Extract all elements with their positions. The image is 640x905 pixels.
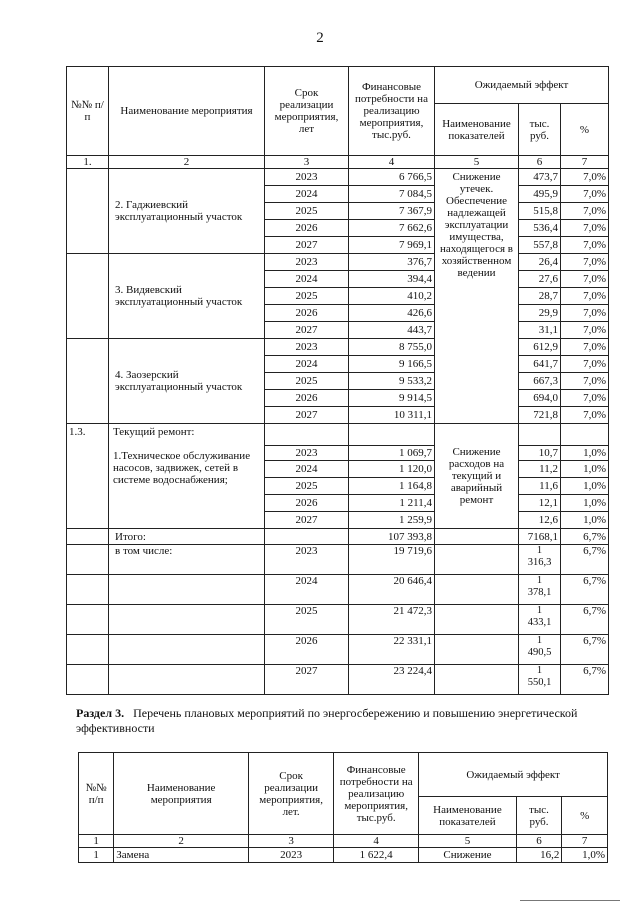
t2-col-number: 6 <box>516 835 562 848</box>
pct-cell: 7,0% <box>561 237 609 254</box>
incl-num-empty <box>67 605 109 635</box>
finance-cell: 23 224,4 <box>349 665 435 695</box>
t2-header-effect: Ожидаемый эффект <box>419 753 608 797</box>
section-3-label: Раздел 3. <box>76 706 125 720</box>
pct-cell: 6,7% <box>561 635 609 665</box>
col-number: 1. <box>67 156 109 169</box>
total-year-empty <box>265 529 349 545</box>
rub-cell: 495,9 <box>519 186 561 203</box>
pct-cell: 1,0% <box>561 512 609 529</box>
finance-cell: 7 969,1 <box>349 237 435 254</box>
t2-col-number: 5 <box>419 835 517 848</box>
year-cell: 2024 <box>265 575 349 605</box>
finance-cell: 10 311,1 <box>349 407 435 424</box>
year-cell: 2026 <box>265 495 349 512</box>
rub-cell: 29,9 <box>519 305 561 322</box>
pct-cell: 1,0% <box>561 478 609 495</box>
year-cell: 2026 <box>265 390 349 407</box>
incl-num-empty <box>67 665 109 695</box>
finance-cell: 426,6 <box>349 305 435 322</box>
effect-repair-cost-reduction: Снижение расходов на текущий и аварийный ремонт <box>435 424 519 529</box>
incl-name-empty <box>109 605 265 635</box>
t2-header-percent: % <box>562 797 608 835</box>
footer-divider <box>520 900 620 901</box>
incl-name-empty <box>109 665 265 695</box>
year-cell: 2025 <box>265 605 349 635</box>
repair-title: Текущий ремонт: <box>113 426 195 438</box>
including-label: в том числе: <box>109 545 265 575</box>
t2-row-year: 2023 <box>249 848 334 863</box>
t2-col-number: 7 <box>562 835 608 848</box>
indicator-empty <box>435 545 519 575</box>
finance-cell: 9 533,2 <box>349 373 435 390</box>
t2-row-name: Замена <box>114 848 249 863</box>
col-number: 4 <box>349 156 435 169</box>
header-finance: Финансовые потребности на реализацию мероприятия, тыс.руб. <box>349 67 435 156</box>
finance-cell: 1 259,9 <box>349 512 435 529</box>
pct-cell: 7,0% <box>561 203 609 220</box>
year-cell: 2024 <box>265 356 349 373</box>
rub-cell: 11,2 <box>519 461 561 478</box>
rub-cell: 12,1 <box>519 495 561 512</box>
page-number: 2 <box>316 30 324 46</box>
col-number: 2 <box>109 156 265 169</box>
total-label: Итого: <box>109 529 265 545</box>
year-cell: 2027 <box>265 322 349 339</box>
header-name: Наименование мероприятия <box>109 67 265 156</box>
finance-cell: 22 331,1 <box>349 635 435 665</box>
plan-table-main <box>66 66 609 695</box>
finance-cell: 7 367,9 <box>349 203 435 220</box>
finance-cell: 1 120,0 <box>349 461 435 478</box>
total-num-empty <box>67 529 109 545</box>
year-cell: 2025 <box>265 203 349 220</box>
year-cell: 2023 <box>265 446 349 461</box>
rub-cell: 667,3 <box>519 373 561 390</box>
col-number: 5 <box>435 156 519 169</box>
pct-cell: 6,7% <box>561 605 609 635</box>
finance-cell: 20 646,4 <box>349 575 435 605</box>
year-cell: 2026 <box>265 305 349 322</box>
total-rub: 7168,1 <box>519 529 561 545</box>
t2-header-num: №№ п/п <box>79 753 114 835</box>
year-cell: 2023 <box>265 169 349 186</box>
finance-cell: 394,4 <box>349 271 435 288</box>
rub-cell: 515,8 <box>519 203 561 220</box>
rub-cell: 31,1 <box>519 322 561 339</box>
year-cell: 2027 <box>265 512 349 529</box>
rub-cell: 641,7 <box>519 356 561 373</box>
t2-row-rub: 16,2 <box>516 848 562 863</box>
finance-cell: 9 914,5 <box>349 390 435 407</box>
finance-cell-empty <box>349 424 435 446</box>
finance-cell: 1 211,4 <box>349 495 435 512</box>
row-num-empty <box>67 339 109 424</box>
finance-cell: 1 069,7 <box>349 446 435 461</box>
t2-row-pct: 1,0% <box>562 848 608 863</box>
incl-num-empty <box>67 635 109 665</box>
repair-description <box>109 424 265 529</box>
rub-cell: 721,8 <box>519 407 561 424</box>
year-cell: 2025 <box>265 478 349 495</box>
header-thousand-rub: тыс. руб. <box>519 104 561 156</box>
incl-num-empty <box>67 575 109 605</box>
energy-saving-table <box>78 752 608 863</box>
rub-cell: 1 490,5 <box>519 635 561 665</box>
pct-cell: 7,0% <box>561 390 609 407</box>
year-cell: 2023 <box>265 254 349 271</box>
t2-col-number: 4 <box>334 835 419 848</box>
finance-cell: 8 755,0 <box>349 339 435 356</box>
rub-cell: 10,7 <box>519 446 561 461</box>
incl-name-empty <box>109 635 265 665</box>
pct-cell: 1,0% <box>561 446 609 461</box>
finance-cell: 21 472,3 <box>349 605 435 635</box>
year-cell: 2023 <box>265 545 349 575</box>
finance-cell: 7 662,6 <box>349 220 435 237</box>
row-num-empty <box>67 169 109 254</box>
finance-cell: 443,7 <box>349 322 435 339</box>
pct-cell: 7,0% <box>561 220 609 237</box>
col-number: 6 <box>519 156 561 169</box>
t2-header-name: Наименование мероприятия <box>114 753 249 835</box>
year-cell: 2026 <box>265 220 349 237</box>
pct-cell: 7,0% <box>561 356 609 373</box>
total-indicator-empty <box>435 529 519 545</box>
row-num-empty <box>67 254 109 339</box>
pct-cell: 7,0% <box>561 322 609 339</box>
pct-cell: 7,0% <box>561 305 609 322</box>
rub-cell-empty <box>519 424 561 446</box>
finance-cell: 19 719,6 <box>349 545 435 575</box>
year-cell: 2027 <box>265 407 349 424</box>
t2-header-thousand-rub: тыс. руб. <box>516 797 562 835</box>
indicator-empty <box>435 665 519 695</box>
pct-cell: 7,0% <box>561 186 609 203</box>
t2-header-term: Срок реализации мероприятия, лет. <box>249 753 334 835</box>
group-name-vidyaevsky: 3. Видяевский эксплуатационный участок <box>109 254 265 339</box>
t2-col-number: 2 <box>114 835 249 848</box>
rub-cell: 1 433,1 <box>519 605 561 635</box>
pct-cell: 6,7% <box>561 575 609 605</box>
t2-header-indicator: Наименование показателей <box>419 797 517 835</box>
year-cell-empty <box>265 424 349 446</box>
year-cell: 2027 <box>265 665 349 695</box>
year-cell: 2026 <box>265 635 349 665</box>
col-number: 3 <box>265 156 349 169</box>
section-3-heading <box>76 706 616 736</box>
pct-cell: 7,0% <box>561 339 609 356</box>
group-name-zaozersky: 4. Заозерский эксплуатационный участок <box>109 339 265 424</box>
finance-cell: 376,7 <box>349 254 435 271</box>
col-number: 7 <box>561 156 609 169</box>
t2-row-indicator: Снижение <box>419 848 517 863</box>
year-cell: 2027 <box>265 237 349 254</box>
rub-cell: 536,4 <box>519 220 561 237</box>
finance-cell: 9 166,5 <box>349 356 435 373</box>
group-name-gadzhievsky: 2. Гаджиевский эксплуатационный участок <box>109 169 265 254</box>
section-3-text: Перечень плановых мероприятий по энергосбережению и повышению энергетической эффективности <box>76 706 578 735</box>
repair-detail: 1.Техническое обслуживание насосов, задвижек, сетей в системе водоснабжения; <box>113 450 251 486</box>
pct-cell: 7,0% <box>561 169 609 186</box>
rub-cell: 12,6 <box>519 512 561 529</box>
finance-cell: 1 164,8 <box>349 478 435 495</box>
year-cell: 2024 <box>265 271 349 288</box>
repair-num: 1.3. <box>67 424 109 529</box>
year-cell: 2025 <box>265 288 349 305</box>
pct-cell: 7,0% <box>561 407 609 424</box>
rub-cell: 28,7 <box>519 288 561 305</box>
year-cell: 2023 <box>265 339 349 356</box>
finance-cell: 6 766,5 <box>349 169 435 186</box>
header-term: Срок реализации мероприятия, лет <box>265 67 349 156</box>
year-cell: 2024 <box>265 186 349 203</box>
rub-cell: 694,0 <box>519 390 561 407</box>
t2-col-number: 3 <box>249 835 334 848</box>
rub-cell: 27,6 <box>519 271 561 288</box>
pct-cell: 7,0% <box>561 288 609 305</box>
t2-row-num: 1 <box>79 848 114 863</box>
pct-cell: 1,0% <box>561 461 609 478</box>
rub-cell: 11,6 <box>519 478 561 495</box>
header-indicator: Наименование показателей <box>435 104 519 156</box>
total-pct: 6,7% <box>561 529 609 545</box>
incl-num-empty <box>67 545 109 575</box>
indicator-empty <box>435 635 519 665</box>
pct-cell-empty <box>561 424 609 446</box>
finance-cell: 410,2 <box>349 288 435 305</box>
header-num: №№ п/п <box>67 67 109 156</box>
rub-cell: 1 316,3 <box>519 545 561 575</box>
header-percent: % <box>561 104 609 156</box>
t2-header-finance: Финансовые потребности на реализацию мероприятия, тыс.руб. <box>334 753 419 835</box>
total-finance: 107 393,8 <box>349 529 435 545</box>
indicator-empty <box>435 575 519 605</box>
year-cell: 2024 <box>265 461 349 478</box>
rub-cell: 1 378,1 <box>519 575 561 605</box>
effect-leak-reduction: Снижение утечек. Обеспечение надлежащей эксплуатации имущества, находящегося в хозяйственном ведении <box>435 169 519 424</box>
year-cell: 2025 <box>265 373 349 390</box>
rub-cell: 1 550,1 <box>519 665 561 695</box>
incl-name-empty <box>109 575 265 605</box>
finance-cell: 7 084,5 <box>349 186 435 203</box>
rub-cell: 557,8 <box>519 237 561 254</box>
indicator-empty <box>435 605 519 635</box>
t2-col-number: 1 <box>79 835 114 848</box>
rub-cell: 612,9 <box>519 339 561 356</box>
pct-cell: 7,0% <box>561 254 609 271</box>
pct-cell: 6,7% <box>561 545 609 575</box>
rub-cell: 473,7 <box>519 169 561 186</box>
pct-cell: 6,7% <box>561 665 609 695</box>
header-effect: Ожидаемый эффект <box>435 67 609 104</box>
pct-cell: 1,0% <box>561 495 609 512</box>
rub-cell: 26,4 <box>519 254 561 271</box>
t2-row-finance: 1 622,4 <box>334 848 419 863</box>
pct-cell: 7,0% <box>561 271 609 288</box>
pct-cell: 7,0% <box>561 373 609 390</box>
